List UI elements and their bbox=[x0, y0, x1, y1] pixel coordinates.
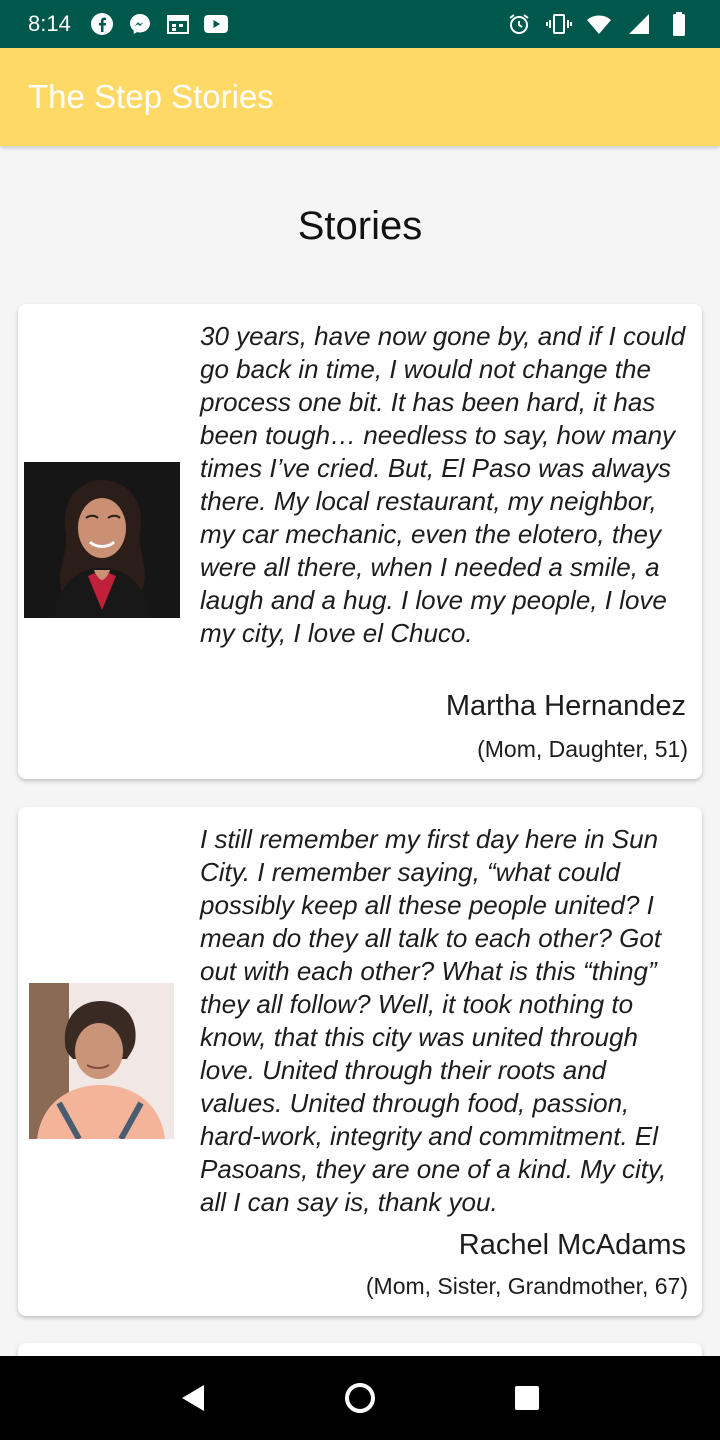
story-quote: I still remember my first day here in Sun City. I remember saying, “what could possibly keep all these people united? I mean do they all talk to each other? Got out with each other? What is this “thing” they all follow? Well, it took nothing to know, that this city was united through love. United through their roots and values. United through food, passion, hard-work, integrity and commitment. El Pasoans, they are one of a kind. My city, all I can say is, thank you. bbox=[200, 824, 667, 1217]
stories-list[interactable] bbox=[0, 146, 720, 1356]
notification-icons bbox=[89, 11, 229, 37]
author-photo bbox=[29, 983, 174, 1139]
status-bar bbox=[0, 0, 720, 48]
wifi-icon bbox=[586, 11, 612, 37]
messenger-icon bbox=[127, 11, 153, 37]
battery-icon bbox=[666, 11, 692, 37]
home-icon[interactable] bbox=[340, 1378, 380, 1418]
story-author: Martha Hernandez bbox=[445, 690, 686, 722]
signal-icon bbox=[626, 11, 652, 37]
navigation-bar bbox=[0, 1356, 720, 1440]
app-title: The Step Stories bbox=[28, 78, 274, 115]
story-author: Rachel McAdams bbox=[458, 1229, 686, 1261]
back-icon[interactable] bbox=[173, 1378, 213, 1418]
story-author-role: (Mom, Daughter, 51) bbox=[477, 736, 688, 762]
recents-icon[interactable] bbox=[507, 1378, 547, 1418]
story-card[interactable] bbox=[18, 304, 702, 779]
system-icons bbox=[506, 11, 692, 37]
story-author-role: (Mom, Sister, Grandmother, 67) bbox=[365, 1273, 688, 1299]
story-card[interactable] bbox=[18, 1343, 702, 1356]
facebook-icon bbox=[89, 11, 115, 37]
vibrate-icon bbox=[546, 11, 572, 37]
status-time: 8:14 bbox=[28, 11, 71, 36]
story-card[interactable] bbox=[18, 807, 702, 1316]
youtube-icon bbox=[203, 11, 229, 37]
story-quote: 30 years, have now gone by, and if I could go back in time, I would not change the process one bit. It has been hard, it has been tough… needless to say, how many times I’ve cried. But, El Paso was always there. My local restaurant, my neighbor, my car mechanic, even the elotero, they were all there, when I needed a smile, a laugh and a hug. I love my people, I love my city, I love el Chuco. bbox=[200, 321, 686, 648]
app-bar bbox=[0, 48, 720, 146]
page-title: Stories bbox=[297, 204, 423, 248]
author-photo bbox=[24, 462, 180, 618]
alarm-icon bbox=[506, 11, 532, 37]
calendar-icon bbox=[165, 11, 191, 37]
